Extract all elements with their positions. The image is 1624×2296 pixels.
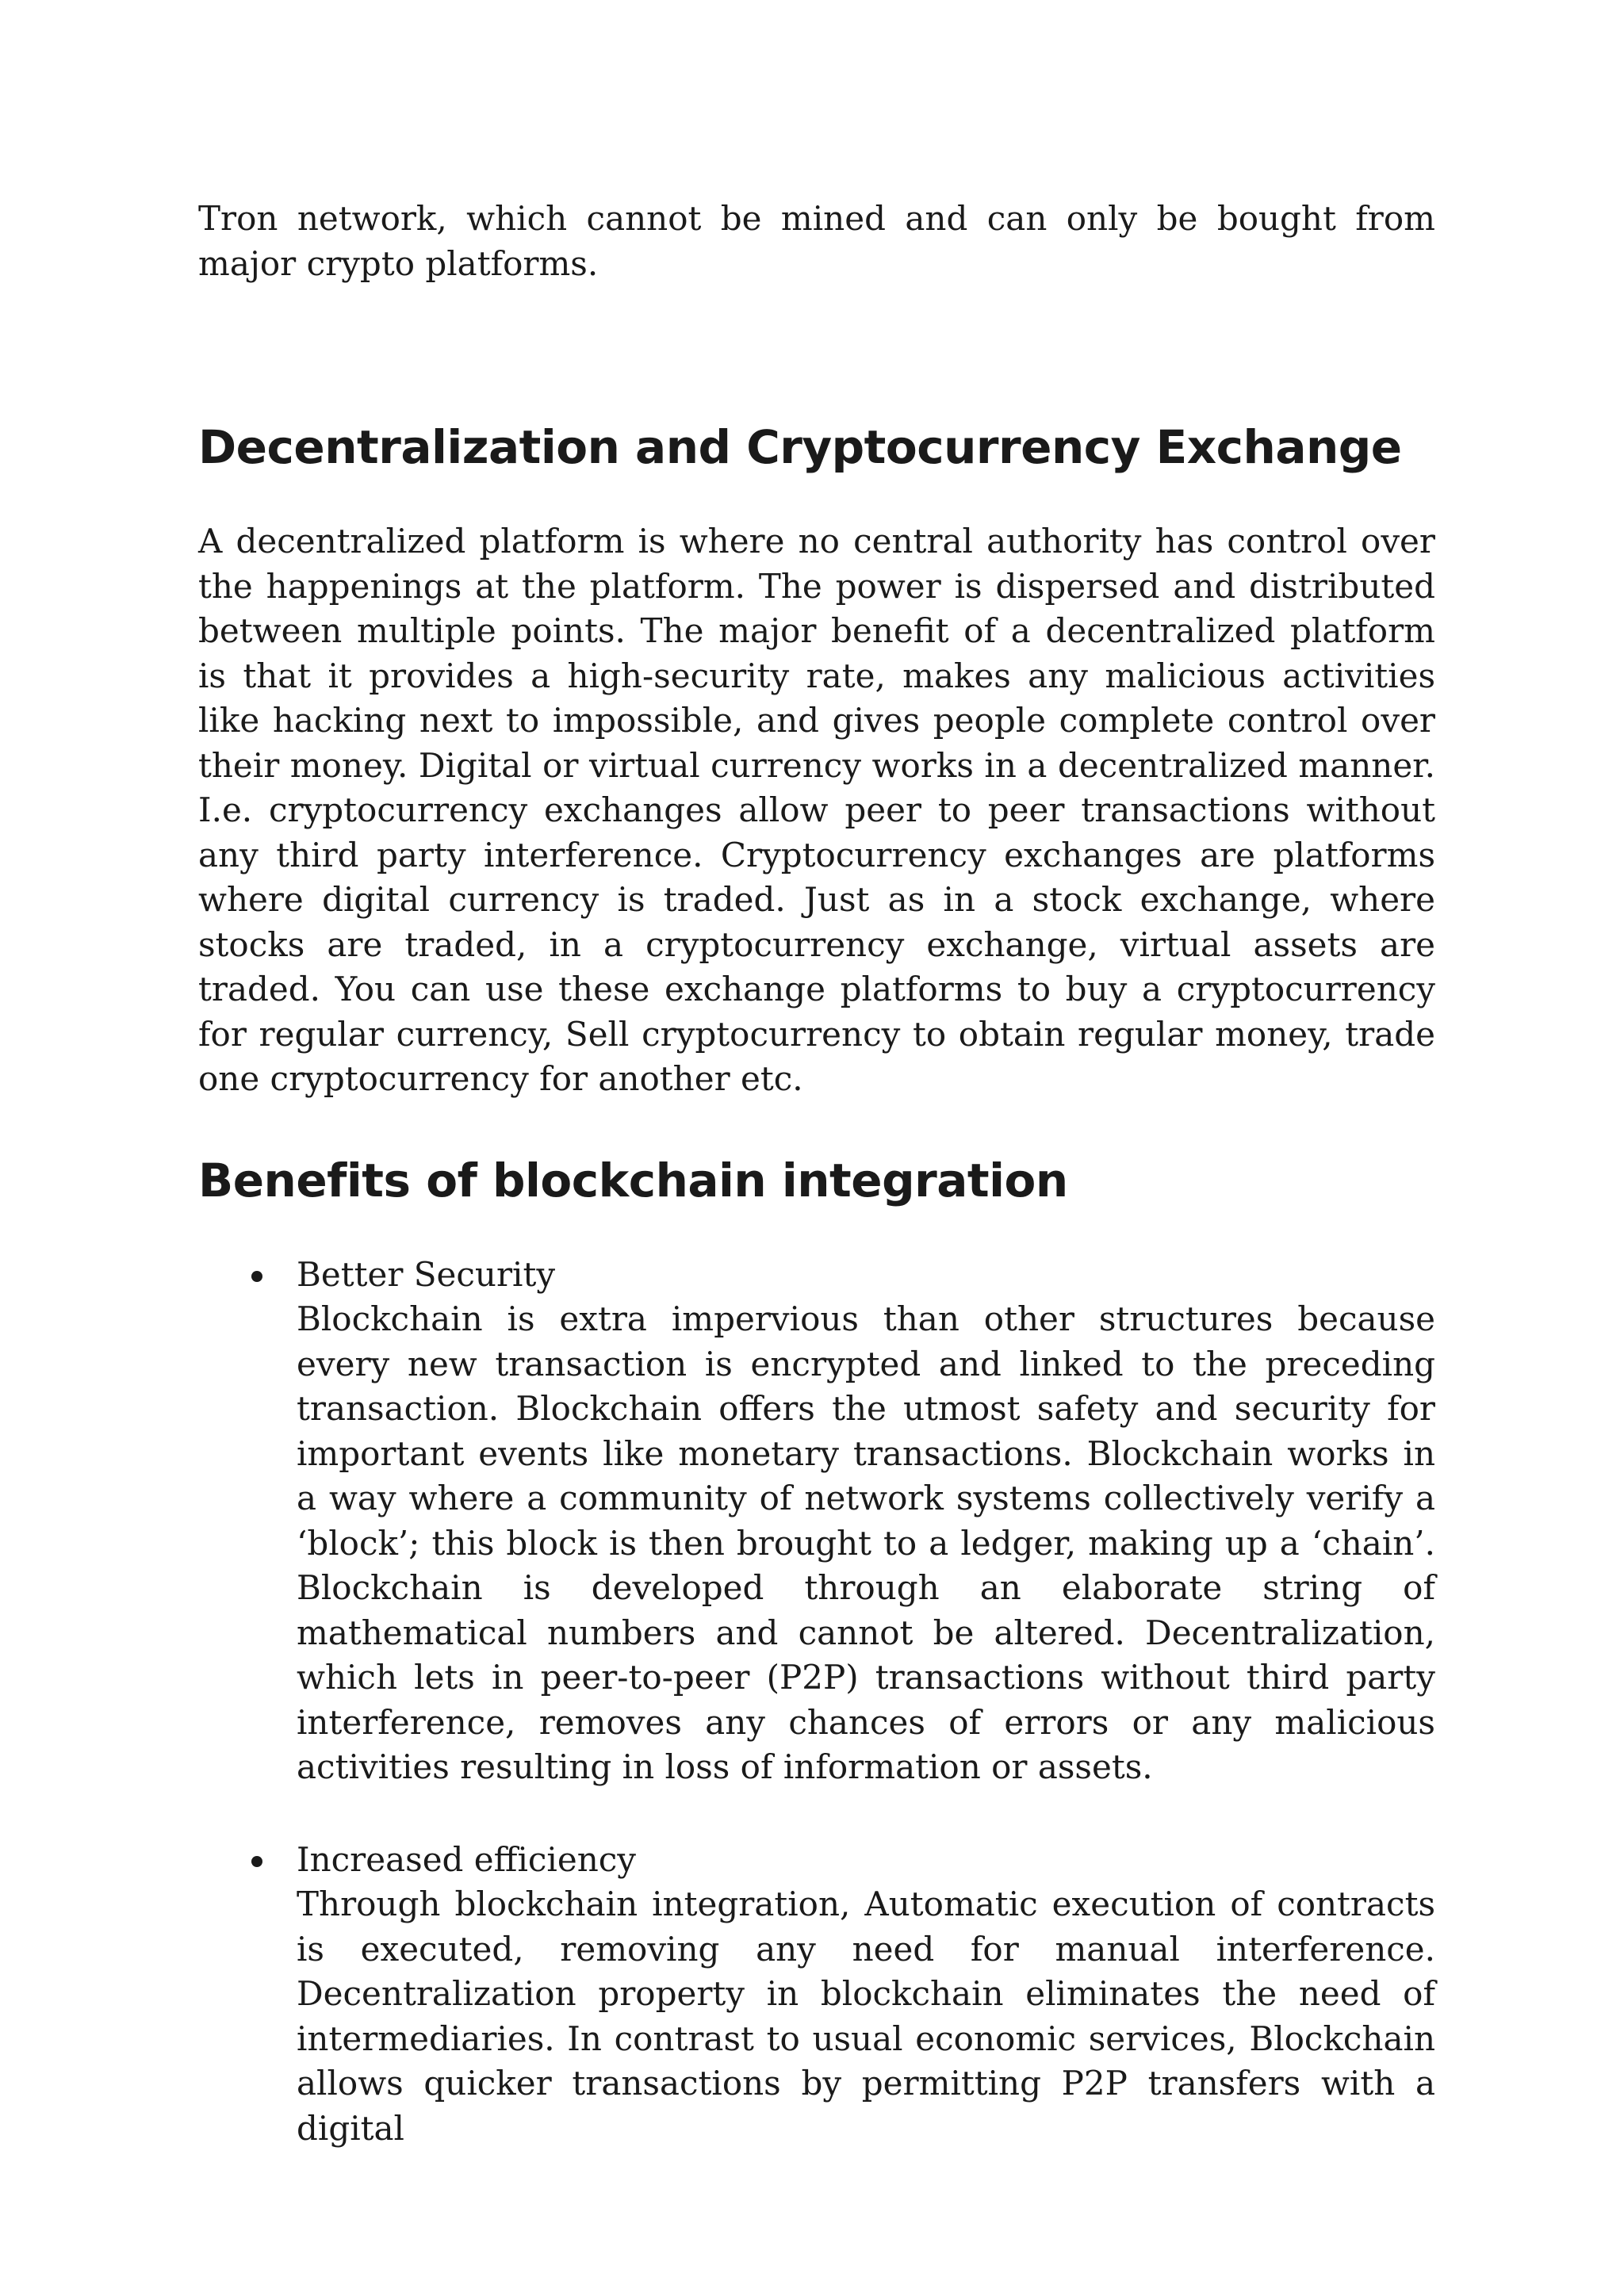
list-item-body: Through blockchain integration, Automatic execution of contracts is executed, removing any need for manual interference. Decentralization property in blockchain eliminates the need of intermediaries. In contrast to usual economic services, Blockchain allows quicker transactions by permitting P2P transfers with a digital — [297, 1885, 1435, 2148]
list-item — [198, 1253, 1435, 1790]
benefits-list — [198, 1253, 1435, 2152]
decentralization-paragraph: A decentralized platform is where no central authority has control over the happenings at the platform. The power is dispersed and distributed between multiple points. The major benefit of a decentralized platform is that it provides a high-security rate, makes any malicious activities like hacking next to impossible, and gives people complete control over their money. Digital or virtual currency works in a decentralized manner. I.e. cryptocurrency exchanges allow peer to peer transactions without any third party interference. Cryptocurrency exchanges are platforms where digital currency is traded. Just as in a stock exchange, where stocks are traded, in a cryptocurrency exchange, virtual assets are traded. You can use these exchange platforms to buy a cryptocurrency for regular currency, Sell cryptocurrency to obtain regular money, trade one cryptocurrency for another etc. — [198, 522, 1435, 1098]
list-item-body: Blockchain is extra impervious than other structures because every new transaction is encrypted and linked to the preceding transaction. Blockchain offers the utmost safety and security for important events like monetary transactions. Blockchain works in a way where a community of network systems collectively verify a ‘block’; this block is then brought to a ledger, making up a ‘chain’. Blockchain is developed through an elaborate string of mathematical numbers and cannot be altered. Decentralization, which lets in peer-to-peer (P2P) transactions without third party interference, removes any chances of errors or any malicious activities resulting in loss of information or assets. — [297, 1299, 1435, 1786]
list-item-title: Increased efficiency — [297, 1839, 637, 1879]
section-heading-decentralization: Decentralization and Cryptocurrency Exchange — [198, 420, 1402, 474]
document-page — [198, 197, 1435, 2198]
intro-paragraph: Tron network, which cannot be mined and can only be bought from major crypto platforms. — [198, 199, 1435, 283]
section-heading-benefits: Benefits of blockchain integration — [198, 1153, 1068, 1207]
bullet-icon — [251, 1856, 262, 1867]
list-item-title: Better Security — [297, 1254, 556, 1294]
list-item — [198, 1838, 1435, 2152]
bullet-icon — [251, 1271, 262, 1282]
